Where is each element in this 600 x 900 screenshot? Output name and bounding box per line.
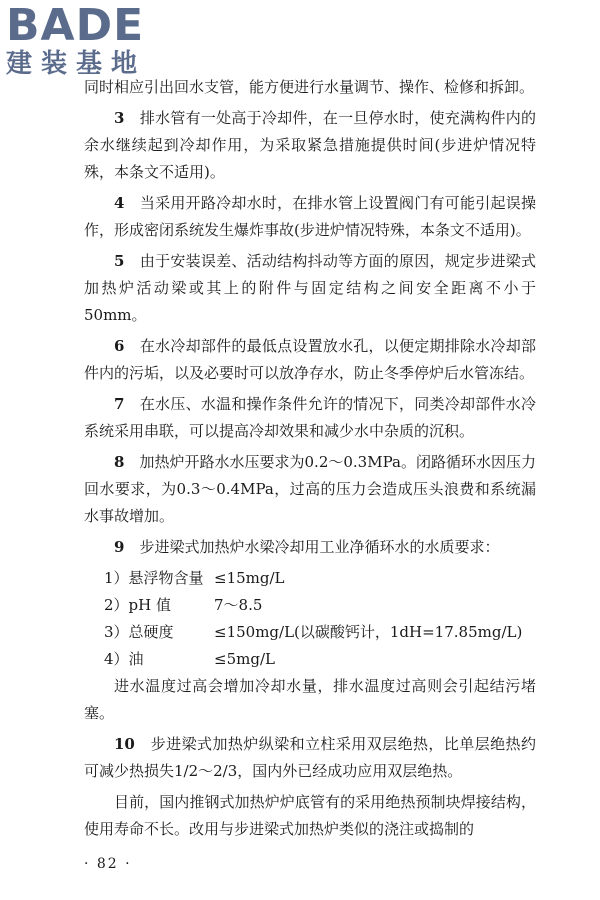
clause-number: 8 [114, 453, 125, 471]
quality-row [84, 646, 536, 673]
clause-6 [84, 333, 536, 387]
clause-number: 6 [114, 337, 125, 355]
quality-value: ≤15mg/L [214, 569, 285, 587]
paragraph-temperature: 进水温度过高会增加冷却水量，排水温度过高则会引起结污堵塞。 [84, 677, 536, 722]
quality-label: 3）总硬度 [104, 623, 174, 641]
paragraph-current-status: 目前，国内推钢式加热炉炉底管有的采用绝热预制块焊接结构，使用寿命不长。改用与步进梁式加热炉类似的浇注或捣制的 [84, 793, 536, 838]
paragraph-continued: 同时相应引出回水支管，能方便进行水量调节、操作、检修和拆卸。 [84, 78, 535, 96]
clause-text: 在水压、水温和操作条件允许的情况下，同类冷却部件水冷系统采用串联，可以提高冷却效果和减少水中杂质的沉积。 [84, 395, 536, 440]
clause-7 [84, 391, 536, 445]
clause-10 [84, 731, 536, 785]
clause-5 [84, 248, 536, 329]
clause-text: 加热炉开路水水压要求为0.2～0.3MPa。闭路循环水因压力回水要求，为0.3～0.4MPa，过高的压力会造成压头浪费和系统漏水事故增加。 [84, 453, 536, 525]
quality-value: ≤5mg/L [214, 650, 275, 668]
clause-8 [84, 449, 536, 530]
clause-text: 步进梁式加热炉水梁冷却用工业净循环水的水质要求： [139, 538, 500, 556]
quality-row [84, 565, 536, 592]
clause-text: 当采用开路冷却水时，在排水管上设置阀门有可能引起误操作，形成密闭系统发生爆炸事故(步进炉情况特殊，本条文不适用)。 [84, 194, 536, 239]
clause-number: 7 [114, 395, 125, 413]
clause-text: 由于安装误差、活动结构抖动等方面的原因，规定步进梁式加热炉活动梁或其上的附件与固定结构之间安全距离不小于50mm。 [84, 252, 536, 324]
clause-number: 9 [114, 538, 125, 556]
document-body [84, 74, 536, 847]
quality-row [84, 619, 536, 646]
quality-value: 7～8.5 [214, 596, 263, 614]
clause-4 [84, 190, 536, 244]
clause-9 [84, 534, 536, 561]
page-number: · 82 · [84, 856, 132, 872]
clause-number: 3 [114, 109, 125, 127]
quality-row [84, 592, 536, 619]
clause-number: 10 [114, 735, 135, 753]
clause-text: 排水管有一处高于冷却件，在一旦停水时，使充满构件内的余水继续起到冷却作用，为采取紧急措施提供时间(步进炉情况特殊，本条文不适用)。 [84, 109, 536, 181]
clause-number: 4 [114, 194, 125, 212]
quality-value: ≤150mg/L(以碳酸钙计，1dH=17.85mg/L) [214, 623, 523, 641]
logo [6, 0, 147, 79]
logo-subtitle: 建装基地 [6, 49, 147, 79]
quality-label: 2）pH 值 [104, 596, 171, 614]
quality-label: 4）油 [104, 650, 144, 668]
clause-3 [84, 105, 536, 186]
clause-text: 在水冷却部件的最低点设置放水孔，以便定期排除水冷却部件内的污垢，以及必要时可以放净存水，防止冬季停炉后水管冻结。 [84, 337, 536, 382]
logo-brand: BADE [6, 0, 145, 51]
quality-label: 1）悬浮物含量 [104, 569, 204, 587]
clause-text: 步进梁式加热炉纵梁和立柱采用双层绝热，比单层绝热约可减少热损失1/2～2/3，国内外已经成功应用双层绝热。 [84, 735, 536, 780]
clause-number: 5 [114, 252, 125, 270]
water-quality-list [84, 565, 536, 673]
